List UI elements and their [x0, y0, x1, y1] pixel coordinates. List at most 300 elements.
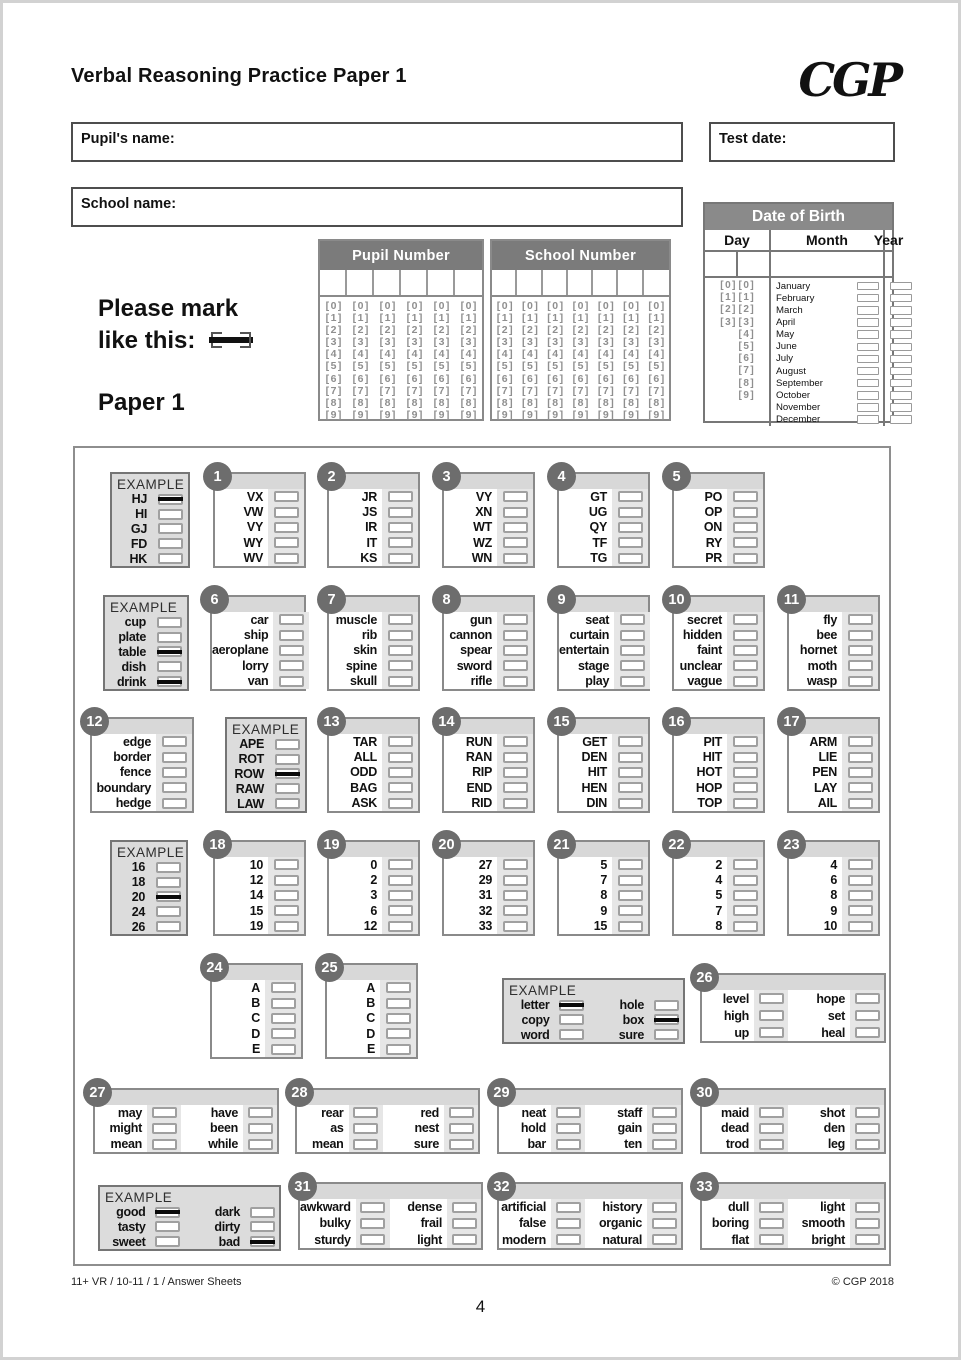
answer-checkbox[interactable] — [620, 660, 645, 671]
answer-checkbox[interactable] — [388, 798, 413, 809]
answer-checkbox[interactable] — [503, 507, 528, 518]
digit-mark[interactable]: [ 6 ] — [497, 373, 513, 385]
answer-checkbox[interactable] — [855, 1123, 880, 1134]
answer-checkbox[interactable] — [274, 905, 299, 916]
answer-checkbox[interactable] — [279, 645, 304, 656]
digit-mark[interactable]: [ 8 ] — [461, 397, 477, 409]
digit-mark[interactable]: [ 1 ] — [497, 312, 513, 324]
digit-mark[interactable]: [ 3 ] — [547, 336, 563, 348]
digit-mark[interactable]: [ 7 ] — [648, 385, 664, 397]
answer-checkbox-marked[interactable] — [275, 768, 300, 779]
dob-year-checkbox[interactable] — [890, 367, 912, 376]
digit-mark[interactable]: [ 8 ] — [380, 397, 396, 409]
answer-checkbox[interactable] — [620, 645, 645, 656]
answer-checkbox[interactable] — [156, 906, 181, 917]
answer-checkbox[interactable] — [503, 782, 528, 793]
answer-checkbox[interactable] — [274, 491, 299, 502]
digit-mark[interactable]: [ 1 ] — [522, 312, 538, 324]
dob-month-write-cell[interactable] — [771, 252, 883, 276]
digit-mark[interactable]: [ 7 ] — [623, 385, 639, 397]
digit-mark[interactable]: [ 7 ] — [353, 385, 369, 397]
digit-mark[interactable]: [ 6 ] — [598, 373, 614, 385]
answer-checkbox[interactable] — [848, 676, 873, 687]
dob-month-checkbox[interactable] — [857, 343, 879, 352]
digit-mark[interactable]: [ 9 ] — [522, 409, 538, 421]
answer-checkbox[interactable] — [733, 921, 758, 932]
digit-mark[interactable]: [ 2 ] — [407, 324, 423, 336]
answer-checkbox[interactable] — [654, 1000, 679, 1011]
dob-month-checkbox[interactable] — [857, 379, 879, 388]
answer-checkbox[interactable] — [733, 905, 758, 916]
answer-checkbox[interactable] — [733, 736, 758, 747]
answer-checkbox[interactable] — [274, 859, 299, 870]
answer-checkbox[interactable] — [250, 1207, 275, 1218]
digit-mark[interactable]: [ 2 ] — [623, 324, 639, 336]
digit-mark[interactable]: [ 0 ] — [326, 300, 342, 312]
answer-checkbox[interactable] — [759, 1139, 784, 1150]
answer-checkbox[interactable] — [503, 859, 528, 870]
answer-checkbox[interactable] — [158, 523, 183, 534]
answer-checkbox[interactable] — [733, 859, 758, 870]
digit-mark[interactable]: [ 0 ] — [522, 300, 538, 312]
dob-year-checkbox[interactable] — [890, 343, 912, 352]
answer-checkbox[interactable] — [155, 1221, 180, 1232]
answer-checkbox[interactable] — [848, 782, 873, 793]
answer-checkbox[interactable] — [388, 875, 413, 886]
digit-mark[interactable]: [ 2 ] — [326, 324, 342, 336]
digit-mark[interactable]: [ 0 ] — [353, 300, 369, 312]
answer-checkbox[interactable] — [155, 1236, 180, 1247]
answer-checkbox[interactable] — [162, 767, 187, 778]
answer-checkbox[interactable] — [503, 660, 528, 671]
digit-mark[interactable]: [ 2 ] — [720, 304, 735, 316]
digit-mark[interactable]: [ 3 ] — [720, 317, 735, 329]
dob-year-checkbox[interactable] — [890, 379, 912, 388]
digit-mark[interactable]: [ 4 ] — [407, 348, 423, 360]
answer-checkbox[interactable] — [274, 921, 299, 932]
digit-mark[interactable]: [ 3 ] — [623, 336, 639, 348]
answer-checkbox[interactable] — [388, 630, 413, 641]
digit-mark[interactable]: [ 5 ] — [326, 360, 342, 372]
answer-checkbox[interactable] — [848, 890, 873, 901]
answer-checkbox[interactable] — [503, 553, 528, 564]
answer-checkbox[interactable] — [618, 890, 643, 901]
answer-checkbox[interactable] — [848, 905, 873, 916]
answer-checkbox[interactable] — [452, 1218, 477, 1229]
answer-checkbox[interactable] — [157, 617, 182, 628]
digit-mark[interactable]: [ 5 ] — [598, 360, 614, 372]
answer-checkbox[interactable] — [855, 1234, 880, 1245]
digit-mark[interactable]: [ 6 ] — [648, 373, 664, 385]
digit-mark[interactable]: [ 5 ] — [434, 360, 450, 372]
answer-checkbox[interactable] — [733, 798, 758, 809]
digit-mark[interactable]: [ 2 ] — [598, 324, 614, 336]
answer-checkbox[interactable] — [503, 798, 528, 809]
answer-checkbox-marked[interactable] — [157, 646, 182, 657]
dob-year-checkbox[interactable] — [890, 355, 912, 364]
answer-checkbox[interactable] — [388, 522, 413, 533]
answer-checkbox[interactable] — [848, 875, 873, 886]
answer-checkbox[interactable] — [848, 798, 873, 809]
answer-checkbox[interactable] — [855, 1010, 880, 1021]
answer-checkbox[interactable] — [855, 1218, 880, 1229]
answer-checkbox[interactable] — [152, 1123, 177, 1134]
answer-checkbox[interactable] — [279, 614, 304, 625]
answer-checkbox[interactable] — [162, 736, 187, 747]
answer-checkbox-marked[interactable] — [654, 1014, 679, 1025]
digit-mark[interactable]: [ 4 ] — [461, 348, 477, 360]
digit-mark[interactable]: [ 9 ] — [598, 409, 614, 421]
digit-mark[interactable]: [ 7 ] — [598, 385, 614, 397]
answer-checkbox[interactable] — [250, 1221, 275, 1232]
answer-checkbox[interactable] — [386, 982, 411, 993]
answer-checkbox[interactable] — [271, 1044, 296, 1055]
answer-checkbox[interactable] — [353, 1107, 378, 1118]
digit-mark[interactable]: [ 5 ] — [497, 360, 513, 372]
answer-checkbox[interactable] — [618, 798, 643, 809]
digit-mark[interactable]: [ 2 ] — [522, 324, 538, 336]
digit-mark[interactable]: [ 5 ] — [573, 360, 589, 372]
answer-checkbox[interactable] — [503, 614, 528, 625]
digit-mark[interactable]: [ 2 ] — [547, 324, 563, 336]
answer-checkbox[interactable] — [503, 676, 528, 687]
answer-checkbox[interactable] — [388, 645, 413, 656]
dob-month-checkbox[interactable] — [857, 306, 879, 315]
answer-checkbox[interactable] — [759, 1107, 784, 1118]
answer-checkbox[interactable] — [503, 491, 528, 502]
digit-mark[interactable]: [ 4 ] — [623, 348, 639, 360]
answer-checkbox[interactable] — [503, 630, 528, 641]
digit-mark[interactable]: [ 8 ] — [407, 397, 423, 409]
dob-year-checkbox[interactable] — [890, 415, 912, 424]
answer-checkbox[interactable] — [855, 1139, 880, 1150]
answer-checkbox[interactable] — [652, 1139, 677, 1150]
answer-checkbox[interactable] — [248, 1107, 273, 1118]
answer-checkbox[interactable] — [152, 1139, 177, 1150]
digit-mark[interactable]: [ 5 ] — [648, 360, 664, 372]
number-write-cell[interactable] — [401, 270, 428, 295]
answer-checkbox[interactable] — [386, 998, 411, 1009]
answer-checkbox[interactable] — [556, 1218, 581, 1229]
digit-mark[interactable]: [ 9 ] — [648, 409, 664, 421]
answer-checkbox-marked[interactable] — [158, 494, 183, 505]
number-write-cell[interactable] — [568, 270, 593, 295]
digit-mark[interactable]: [ 3 ] — [380, 336, 396, 348]
answer-checkbox[interactable] — [353, 1123, 378, 1134]
answer-checkbox[interactable] — [759, 993, 784, 1004]
number-write-cell[interactable] — [320, 270, 347, 295]
digit-mark[interactable]: [ 4 ] — [648, 348, 664, 360]
digit-mark[interactable]: [ 1 ] — [380, 312, 396, 324]
answer-checkbox[interactable] — [271, 1013, 296, 1024]
answer-checkbox-marked[interactable] — [155, 1207, 180, 1218]
answer-checkbox[interactable] — [157, 632, 182, 643]
digit-mark[interactable]: [ 9 ] — [623, 409, 639, 421]
digit-mark[interactable]: [ 0 ] — [547, 300, 563, 312]
digit-mark[interactable]: [ 0 ] — [623, 300, 639, 312]
answer-checkbox[interactable] — [848, 859, 873, 870]
number-write-cell[interactable] — [543, 270, 568, 295]
answer-checkbox[interactable] — [157, 661, 182, 672]
answer-checkbox[interactable] — [855, 1027, 880, 1038]
answer-checkbox[interactable] — [848, 614, 873, 625]
dob-month-checkbox[interactable] — [857, 391, 879, 400]
digit-mark[interactable]: [ 7 ] — [547, 385, 563, 397]
digit-mark[interactable]: [ 7 ] — [739, 365, 754, 377]
answer-checkbox[interactable] — [556, 1234, 581, 1245]
school-name-field[interactable] — [71, 187, 683, 227]
digit-mark[interactable]: [ 1 ] — [326, 312, 342, 324]
answer-checkbox[interactable] — [156, 862, 181, 873]
digit-mark[interactable]: [ 2 ] — [434, 324, 450, 336]
digit-mark[interactable]: [ 8 ] — [739, 378, 754, 390]
digit-mark[interactable]: [ 2 ] — [739, 304, 754, 316]
answer-checkbox[interactable] — [152, 1107, 177, 1118]
digit-mark[interactable]: [ 6 ] — [461, 373, 477, 385]
answer-checkbox[interactable] — [733, 660, 758, 671]
number-write-cell[interactable] — [644, 270, 669, 295]
answer-checkbox[interactable] — [388, 507, 413, 518]
digit-mark[interactable]: [ 2 ] — [461, 324, 477, 336]
answer-checkbox[interactable] — [279, 660, 304, 671]
digit-mark[interactable]: [ 1 ] — [720, 292, 735, 304]
answer-checkbox[interactable] — [503, 767, 528, 778]
answer-checkbox[interactable] — [388, 736, 413, 747]
digit-mark[interactable]: [ 9 ] — [573, 409, 589, 421]
answer-checkbox[interactable] — [652, 1107, 677, 1118]
number-write-cell[interactable] — [593, 270, 618, 295]
digit-mark[interactable]: [ 3 ] — [739, 317, 754, 329]
pupil-name-field[interactable] — [71, 122, 683, 162]
digit-mark[interactable]: [ 9 ] — [497, 409, 513, 421]
digit-mark[interactable]: [ 1 ] — [407, 312, 423, 324]
answer-checkbox[interactable] — [248, 1139, 273, 1150]
answer-checkbox[interactable] — [274, 522, 299, 533]
answer-checkbox[interactable] — [271, 998, 296, 1009]
number-write-cell[interactable] — [492, 270, 517, 295]
answer-checkbox[interactable] — [360, 1202, 385, 1213]
digit-mark[interactable]: [ 3 ] — [407, 336, 423, 348]
digit-mark[interactable]: [ 5 ] — [407, 360, 423, 372]
answer-checkbox[interactable] — [618, 491, 643, 502]
dob-day-write-cell[interactable] — [705, 252, 738, 276]
digit-mark[interactable]: [ 1 ] — [461, 312, 477, 324]
answer-checkbox[interactable] — [360, 1218, 385, 1229]
answer-checkbox[interactable] — [452, 1234, 477, 1245]
digit-mark[interactable]: [ 7 ] — [407, 385, 423, 397]
dob-year-checkbox[interactable] — [890, 330, 912, 339]
digit-mark[interactable]: [ 8 ] — [353, 397, 369, 409]
answer-checkbox[interactable] — [449, 1139, 474, 1150]
digit-mark[interactable]: [ 7 ] — [573, 385, 589, 397]
digit-mark[interactable]: [ 1 ] — [547, 312, 563, 324]
digit-mark[interactable]: [ 8 ] — [326, 397, 342, 409]
answer-checkbox-marked[interactable] — [559, 1000, 584, 1011]
answer-checkbox[interactable] — [733, 752, 758, 763]
answer-checkbox[interactable] — [733, 890, 758, 901]
answer-checkbox[interactable] — [274, 875, 299, 886]
answer-checkbox-marked[interactable] — [250, 1236, 275, 1247]
digit-mark[interactable]: [ 3 ] — [497, 336, 513, 348]
answer-checkbox[interactable] — [559, 1029, 584, 1040]
digit-mark[interactable]: [ 7 ] — [380, 385, 396, 397]
answer-checkbox[interactable] — [848, 660, 873, 671]
answer-checkbox[interactable] — [279, 630, 304, 641]
digit-mark[interactable]: [ 8 ] — [522, 397, 538, 409]
answer-checkbox[interactable] — [733, 553, 758, 564]
answer-checkbox[interactable] — [388, 537, 413, 548]
answer-checkbox[interactable] — [503, 921, 528, 932]
digit-mark[interactable]: [ 4 ] — [353, 348, 369, 360]
answer-checkbox[interactable] — [618, 782, 643, 793]
answer-checkbox[interactable] — [618, 553, 643, 564]
answer-checkbox[interactable] — [759, 1123, 784, 1134]
answer-checkbox[interactable] — [855, 1107, 880, 1118]
digit-mark[interactable]: [ 8 ] — [598, 397, 614, 409]
dob-year-checkbox[interactable] — [890, 403, 912, 412]
dob-month-checkbox[interactable] — [857, 415, 879, 424]
digit-mark[interactable]: [ 7 ] — [461, 385, 477, 397]
answer-checkbox[interactable] — [156, 921, 181, 932]
digit-mark[interactable]: [ 9 ] — [739, 390, 754, 402]
digit-mark[interactable]: [ 1 ] — [353, 312, 369, 324]
digit-mark[interactable]: [ 2 ] — [353, 324, 369, 336]
answer-checkbox[interactable] — [503, 752, 528, 763]
answer-checkbox[interactable] — [360, 1234, 385, 1245]
digit-mark[interactable]: [ 3 ] — [648, 336, 664, 348]
digit-mark[interactable]: [ 5 ] — [623, 360, 639, 372]
answer-checkbox[interactable] — [620, 676, 645, 687]
digit-mark[interactable]: [ 6 ] — [547, 373, 563, 385]
digit-mark[interactable]: [ 9 ] — [380, 409, 396, 421]
answer-checkbox[interactable] — [733, 507, 758, 518]
number-write-cell[interactable] — [374, 270, 401, 295]
dob-month-checkbox[interactable] — [857, 355, 879, 364]
digit-mark[interactable]: [ 4 ] — [522, 348, 538, 360]
digit-mark[interactable]: [ 5 ] — [522, 360, 538, 372]
dob-month-checkbox[interactable] — [857, 294, 879, 303]
dob-month-checkbox[interactable] — [857, 330, 879, 339]
digit-mark[interactable]: [ 4 ] — [573, 348, 589, 360]
answer-checkbox[interactable] — [452, 1202, 477, 1213]
digit-mark[interactable]: [ 2 ] — [573, 324, 589, 336]
digit-mark[interactable]: [ 8 ] — [573, 397, 589, 409]
dob-year-checkbox[interactable] — [890, 391, 912, 400]
digit-mark[interactable]: [ 9 ] — [434, 409, 450, 421]
answer-checkbox[interactable] — [271, 1028, 296, 1039]
answer-checkbox[interactable] — [386, 1044, 411, 1055]
answer-checkbox[interactable] — [274, 553, 299, 564]
digit-mark[interactable]: [ 3 ] — [573, 336, 589, 348]
answer-checkbox[interactable] — [652, 1218, 677, 1229]
answer-checkbox[interactable] — [618, 921, 643, 932]
answer-checkbox[interactable] — [162, 782, 187, 793]
digit-mark[interactable]: [ 6 ] — [353, 373, 369, 385]
digit-mark[interactable]: [ 6 ] — [739, 353, 754, 365]
dob-month-checkbox[interactable] — [857, 282, 879, 291]
answer-checkbox[interactable] — [848, 921, 873, 932]
answer-checkbox[interactable] — [733, 645, 758, 656]
answer-checkbox[interactable] — [388, 660, 413, 671]
digit-mark[interactable]: [ 0 ] — [497, 300, 513, 312]
digit-mark[interactable]: [ 6 ] — [326, 373, 342, 385]
digit-mark[interactable]: [ 9 ] — [407, 409, 423, 421]
digit-mark[interactable]: [ 7 ] — [497, 385, 513, 397]
answer-checkbox[interactable] — [275, 798, 300, 809]
answer-checkbox[interactable] — [275, 754, 300, 765]
digit-mark[interactable]: [ 0 ] — [461, 300, 477, 312]
answer-checkbox[interactable] — [618, 859, 643, 870]
dob-month-checkbox[interactable] — [857, 318, 879, 327]
answer-checkbox[interactable] — [759, 1218, 784, 1229]
digit-mark[interactable]: [ 5 ] — [461, 360, 477, 372]
digit-mark[interactable]: [ 0 ] — [573, 300, 589, 312]
digit-mark[interactable]: [ 1 ] — [739, 292, 754, 304]
number-write-cell[interactable] — [428, 270, 455, 295]
answer-checkbox[interactable] — [618, 905, 643, 916]
digit-mark[interactable]: [ 0 ] — [720, 280, 735, 292]
number-write-cell[interactable] — [455, 270, 482, 295]
digit-mark[interactable]: [ 4 ] — [739, 329, 754, 341]
digit-mark[interactable]: [ 1 ] — [598, 312, 614, 324]
answer-checkbox[interactable] — [503, 522, 528, 533]
digit-mark[interactable]: [ 1 ] — [434, 312, 450, 324]
answer-checkbox[interactable] — [503, 905, 528, 916]
answer-checkbox[interactable] — [388, 553, 413, 564]
digit-mark[interactable]: [ 5 ] — [547, 360, 563, 372]
digit-mark[interactable]: [ 3 ] — [522, 336, 538, 348]
answer-checkbox[interactable] — [618, 537, 643, 548]
digit-mark[interactable]: [ 0 ] — [648, 300, 664, 312]
answer-checkbox[interactable] — [848, 630, 873, 641]
answer-checkbox[interactable] — [156, 877, 181, 888]
digit-mark[interactable]: [ 7 ] — [434, 385, 450, 397]
answer-checkbox[interactable] — [275, 739, 300, 750]
answer-checkbox[interactable] — [618, 507, 643, 518]
answer-checkbox[interactable] — [158, 538, 183, 549]
digit-mark[interactable]: [ 3 ] — [461, 336, 477, 348]
answer-checkbox[interactable] — [386, 1013, 411, 1024]
digit-mark[interactable]: [ 0 ] — [598, 300, 614, 312]
test-date-field[interactable] — [709, 122, 895, 162]
digit-mark[interactable]: [ 4 ] — [434, 348, 450, 360]
answer-checkbox-marked[interactable] — [157, 676, 182, 687]
digit-mark[interactable]: [ 9 ] — [461, 409, 477, 421]
digit-mark[interactable]: [ 4 ] — [380, 348, 396, 360]
answer-checkbox[interactable] — [759, 1027, 784, 1038]
answer-checkbox[interactable] — [620, 614, 645, 625]
digit-mark[interactable]: [ 8 ] — [648, 397, 664, 409]
dob-day-write-cell[interactable] — [738, 252, 769, 276]
answer-checkbox[interactable] — [162, 798, 187, 809]
answer-checkbox[interactable] — [759, 1234, 784, 1245]
answer-checkbox[interactable] — [848, 736, 873, 747]
answer-checkbox[interactable] — [618, 767, 643, 778]
dob-month-checkbox[interactable] — [857, 367, 879, 376]
answer-checkbox[interactable] — [388, 905, 413, 916]
answer-checkbox[interactable] — [388, 921, 413, 932]
answer-checkbox[interactable] — [733, 491, 758, 502]
digit-mark[interactable]: [ 9 ] — [547, 409, 563, 421]
digit-mark[interactable]: [ 6 ] — [407, 373, 423, 385]
answer-checkbox[interactable] — [654, 1029, 679, 1040]
digit-mark[interactable]: [ 4 ] — [326, 348, 342, 360]
answer-checkbox[interactable] — [733, 537, 758, 548]
digit-mark[interactable]: [ 6 ] — [522, 373, 538, 385]
answer-checkbox[interactable] — [855, 1202, 880, 1213]
answer-checkbox[interactable] — [618, 736, 643, 747]
dob-year-checkbox[interactable] — [890, 282, 912, 291]
